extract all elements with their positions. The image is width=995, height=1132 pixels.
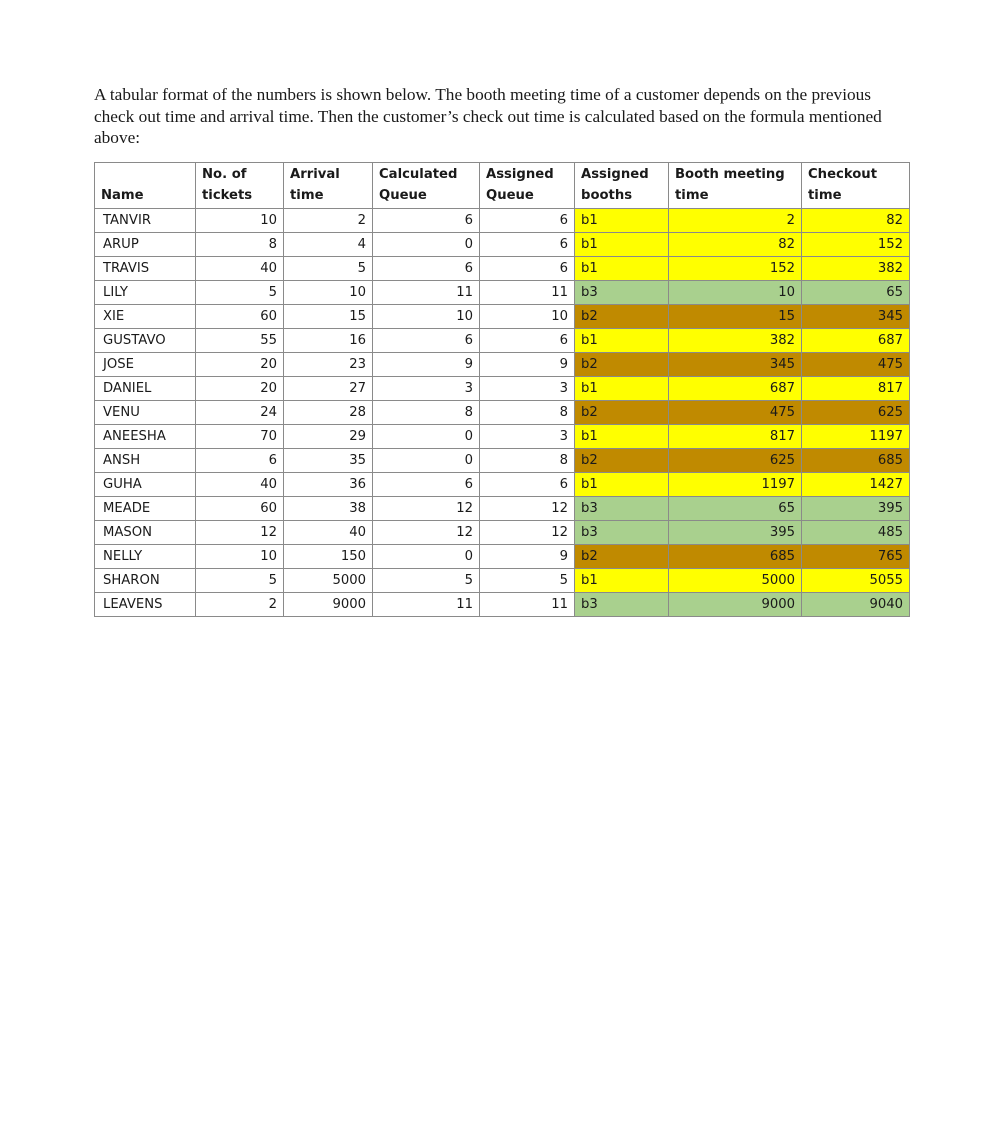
cell-arrival-time: 40 xyxy=(284,521,373,545)
table-row xyxy=(95,233,910,257)
cell-tickets: 12 xyxy=(196,521,284,545)
cell-assigned-queue: 9 xyxy=(480,545,575,569)
cell-arrival-time: 27 xyxy=(284,377,373,401)
table-row xyxy=(95,257,910,281)
cell-checkout-time: 382 xyxy=(802,257,910,281)
cell-calculated-queue: 8 xyxy=(373,401,480,425)
booth-schedule-table xyxy=(94,162,910,617)
table-row xyxy=(95,305,910,329)
cell-tickets: 60 xyxy=(196,305,284,329)
cell-checkout-time: 1427 xyxy=(802,473,910,497)
cell-booth-meeting-time: 5000 xyxy=(669,569,802,593)
cell-tickets: 70 xyxy=(196,425,284,449)
cell-assigned-queue: 12 xyxy=(480,521,575,545)
cell-calculated-queue: 0 xyxy=(373,449,480,473)
cell-assigned-booth: b1 xyxy=(575,233,669,257)
cell-assigned-queue: 10 xyxy=(480,305,575,329)
cell-tickets: 55 xyxy=(196,329,284,353)
cell-checkout-time: 65 xyxy=(802,281,910,305)
cell-assigned-booth: b1 xyxy=(575,329,669,353)
cell-booth-meeting-time: 345 xyxy=(669,353,802,377)
cell-arrival-time: 38 xyxy=(284,497,373,521)
cell-name: DANIEL xyxy=(95,377,196,401)
cell-assigned-booth: b3 xyxy=(575,593,669,617)
cell-assigned-queue: 3 xyxy=(480,377,575,401)
cell-checkout-time: 687 xyxy=(802,329,910,353)
header-arrival-time: Arrival time xyxy=(284,163,373,209)
cell-assigned-queue: 5 xyxy=(480,569,575,593)
table-header-row xyxy=(95,163,910,209)
cell-arrival-time: 28 xyxy=(284,401,373,425)
cell-calculated-queue: 11 xyxy=(373,281,480,305)
table-row xyxy=(95,449,910,473)
cell-calculated-queue: 6 xyxy=(373,473,480,497)
cell-name: GUSTAVO xyxy=(95,329,196,353)
header-assigned-booths: Assigned booths xyxy=(575,163,669,209)
cell-name: GUHA xyxy=(95,473,196,497)
header-calculated-queue: Calculated Queue xyxy=(373,163,480,209)
cell-name: VENU xyxy=(95,401,196,425)
cell-assigned-queue: 3 xyxy=(480,425,575,449)
cell-checkout-time: 345 xyxy=(802,305,910,329)
intro-paragraph: A tabular format of the numbers is shown below. The booth meeting time of a customer depends on the previous check out time and arrival time. Then the customer’s check out time is calculated based on the formula mentioned above: xyxy=(94,85,882,147)
table-body xyxy=(95,209,910,617)
cell-name: ANSH xyxy=(95,449,196,473)
cell-calculated-queue: 3 xyxy=(373,377,480,401)
cell-booth-meeting-time: 152 xyxy=(669,257,802,281)
cell-booth-meeting-time: 817 xyxy=(669,425,802,449)
cell-assigned-queue: 6 xyxy=(480,473,575,497)
cell-assigned-booth: b3 xyxy=(575,497,669,521)
cell-assigned-booth: b3 xyxy=(575,281,669,305)
table-row xyxy=(95,281,910,305)
cell-assigned-booth: b1 xyxy=(575,473,669,497)
header-assigned-queue: Assigned Queue xyxy=(480,163,575,209)
cell-assigned-booth: b1 xyxy=(575,569,669,593)
cell-name: LEAVENS xyxy=(95,593,196,617)
cell-tickets: 10 xyxy=(196,209,284,233)
table-row xyxy=(95,545,910,569)
cell-calculated-queue: 11 xyxy=(373,593,480,617)
cell-name: NELLY xyxy=(95,545,196,569)
table-row xyxy=(95,521,910,545)
cell-booth-meeting-time: 395 xyxy=(669,521,802,545)
table-row xyxy=(95,593,910,617)
cell-tickets: 60 xyxy=(196,497,284,521)
cell-assigned-booth: b2 xyxy=(575,401,669,425)
cell-checkout-time: 485 xyxy=(802,521,910,545)
cell-assigned-booth: b1 xyxy=(575,377,669,401)
cell-booth-meeting-time: 625 xyxy=(669,449,802,473)
cell-tickets: 6 xyxy=(196,449,284,473)
cell-checkout-time: 82 xyxy=(802,209,910,233)
table-row xyxy=(95,401,910,425)
header-booth-meeting-time: Booth meeting time xyxy=(669,163,802,209)
cell-tickets: 20 xyxy=(196,353,284,377)
table-row xyxy=(95,425,910,449)
cell-name: MASON xyxy=(95,521,196,545)
cell-assigned-booth: b1 xyxy=(575,257,669,281)
cell-checkout-time: 9040 xyxy=(802,593,910,617)
table-row xyxy=(95,353,910,377)
cell-arrival-time: 36 xyxy=(284,473,373,497)
cell-tickets: 40 xyxy=(196,257,284,281)
cell-calculated-queue: 0 xyxy=(373,425,480,449)
cell-booth-meeting-time: 685 xyxy=(669,545,802,569)
cell-tickets: 20 xyxy=(196,377,284,401)
cell-name: ANEESHA xyxy=(95,425,196,449)
cell-tickets: 5 xyxy=(196,569,284,593)
cell-booth-meeting-time: 687 xyxy=(669,377,802,401)
header-checkout-time: Checkout time xyxy=(802,163,910,209)
cell-booth-meeting-time: 475 xyxy=(669,401,802,425)
cell-assigned-queue: 12 xyxy=(480,497,575,521)
cell-calculated-queue: 6 xyxy=(373,257,480,281)
cell-assigned-queue: 8 xyxy=(480,449,575,473)
cell-booth-meeting-time: 2 xyxy=(669,209,802,233)
cell-checkout-time: 395 xyxy=(802,497,910,521)
cell-assigned-booth: b1 xyxy=(575,425,669,449)
cell-assigned-booth: b3 xyxy=(575,521,669,545)
cell-arrival-time: 23 xyxy=(284,353,373,377)
header-tickets: No. of tickets xyxy=(196,163,284,209)
cell-assigned-booth: b2 xyxy=(575,545,669,569)
cell-calculated-queue: 0 xyxy=(373,545,480,569)
cell-calculated-queue: 9 xyxy=(373,353,480,377)
cell-assigned-queue: 6 xyxy=(480,257,575,281)
cell-checkout-time: 685 xyxy=(802,449,910,473)
cell-calculated-queue: 6 xyxy=(373,209,480,233)
cell-checkout-time: 817 xyxy=(802,377,910,401)
cell-tickets: 24 xyxy=(196,401,284,425)
cell-checkout-time: 625 xyxy=(802,401,910,425)
cell-assigned-queue: 6 xyxy=(480,233,575,257)
cell-booth-meeting-time: 82 xyxy=(669,233,802,257)
cell-calculated-queue: 0 xyxy=(373,233,480,257)
cell-checkout-time: 475 xyxy=(802,353,910,377)
cell-arrival-time: 5000 xyxy=(284,569,373,593)
cell-booth-meeting-time: 1197 xyxy=(669,473,802,497)
cell-assigned-queue: 6 xyxy=(480,209,575,233)
cell-calculated-queue: 12 xyxy=(373,497,480,521)
cell-name: JOSE xyxy=(95,353,196,377)
table-row xyxy=(95,497,910,521)
cell-arrival-time: 9000 xyxy=(284,593,373,617)
table-row xyxy=(95,377,910,401)
cell-tickets: 8 xyxy=(196,233,284,257)
cell-name: TRAVIS xyxy=(95,257,196,281)
cell-assigned-booth: b1 xyxy=(575,209,669,233)
cell-assigned-queue: 11 xyxy=(480,593,575,617)
cell-tickets: 2 xyxy=(196,593,284,617)
cell-arrival-time: 35 xyxy=(284,449,373,473)
cell-checkout-time: 765 xyxy=(802,545,910,569)
cell-arrival-time: 16 xyxy=(284,329,373,353)
cell-assigned-booth: b2 xyxy=(575,305,669,329)
cell-booth-meeting-time: 382 xyxy=(669,329,802,353)
cell-arrival-time: 15 xyxy=(284,305,373,329)
cell-name: SHARON xyxy=(95,569,196,593)
cell-tickets: 40 xyxy=(196,473,284,497)
cell-name: MEADE xyxy=(95,497,196,521)
cell-arrival-time: 4 xyxy=(284,233,373,257)
cell-assigned-booth: b2 xyxy=(575,449,669,473)
cell-name: TANVIR xyxy=(95,209,196,233)
cell-calculated-queue: 10 xyxy=(373,305,480,329)
cell-arrival-time: 10 xyxy=(284,281,373,305)
table-row xyxy=(95,473,910,497)
cell-arrival-time: 29 xyxy=(284,425,373,449)
cell-booth-meeting-time: 15 xyxy=(669,305,802,329)
cell-name: LILY xyxy=(95,281,196,305)
cell-booth-meeting-time: 9000 xyxy=(669,593,802,617)
cell-tickets: 10 xyxy=(196,545,284,569)
cell-assigned-queue: 6 xyxy=(480,329,575,353)
cell-assigned-queue: 8 xyxy=(480,401,575,425)
cell-calculated-queue: 5 xyxy=(373,569,480,593)
cell-checkout-time: 152 xyxy=(802,233,910,257)
cell-calculated-queue: 12 xyxy=(373,521,480,545)
cell-checkout-time: 5055 xyxy=(802,569,910,593)
cell-checkout-time: 1197 xyxy=(802,425,910,449)
cell-booth-meeting-time: 65 xyxy=(669,497,802,521)
cell-assigned-queue: 9 xyxy=(480,353,575,377)
table-row xyxy=(95,209,910,233)
table-row xyxy=(95,329,910,353)
cell-booth-meeting-time: 10 xyxy=(669,281,802,305)
cell-assigned-queue: 11 xyxy=(480,281,575,305)
cell-name: ARUP xyxy=(95,233,196,257)
cell-name: XIE xyxy=(95,305,196,329)
cell-arrival-time: 2 xyxy=(284,209,373,233)
cell-tickets: 5 xyxy=(196,281,284,305)
cell-arrival-time: 5 xyxy=(284,257,373,281)
cell-arrival-time: 150 xyxy=(284,545,373,569)
cell-assigned-booth: b2 xyxy=(575,353,669,377)
cell-calculated-queue: 6 xyxy=(373,329,480,353)
header-name: Name xyxy=(95,163,196,209)
table-row xyxy=(95,569,910,593)
